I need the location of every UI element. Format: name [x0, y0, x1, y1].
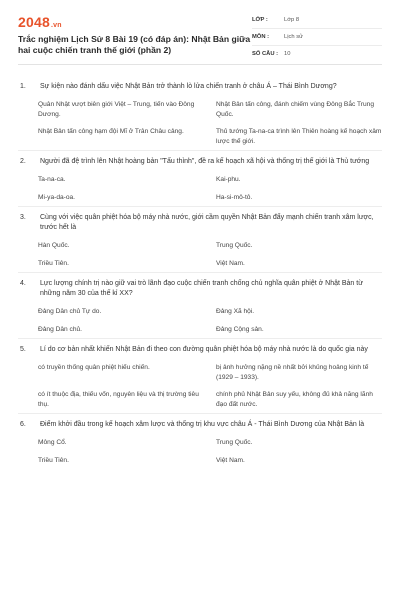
- question-text: Lực lượng chính trị nào giữ vai trò lãnh đạo cuộc chiến tranh chống chủ nghĩa quân phiệt ở Nhật Bản từ những năm 30 của thế kỉ XX?: [40, 280, 363, 297]
- question-item: [18, 76, 382, 150]
- meta-key: MÔN :: [252, 34, 270, 40]
- question-text: Điểm khởi đầu trong kế hoạch xâm lược và thống trị khu vực châu Á - Thái Bình Dương của Nhật Bản là: [40, 421, 365, 428]
- site-logo[interactable]: [18, 14, 62, 30]
- logo-main: 2048: [18, 14, 50, 30]
- question-text: Sự kiện nào đánh dấu việc Nhật Bản trở thành lò lửa chiến tranh ở châu Á – Thái Bình Dương?: [40, 83, 337, 90]
- answer-option[interactable]: Triều Tiên.: [38, 456, 69, 464]
- question-number: 4.: [20, 280, 26, 287]
- question-text: Lí do cơ bản nhất khiến Nhật Bản đi theo con đường quân phiệt hóa bộ máy nhà nước là do quốc gia này: [40, 346, 368, 353]
- meta-table: [252, 12, 382, 62]
- question-stem: [18, 420, 382, 430]
- meta-key: LỚP :: [252, 17, 268, 23]
- answer-option[interactable]: bị ảnh hưởng nặng nề nhất bởi khủng hoảng kinh tế (1929 – 1933).: [216, 364, 369, 381]
- answer-option[interactable]: Việt Nam.: [216, 259, 245, 267]
- answer-option[interactable]: Quân Nhật vượt biên giới Việt – Trung, tiến vào Đông Dương.: [38, 101, 195, 118]
- question-options: [38, 307, 382, 334]
- answer-option[interactable]: Đảng Cộng sản.: [216, 325, 264, 333]
- answer-option[interactable]: Trung Quốc.: [216, 439, 253, 446]
- answer-option[interactable]: Nhật Bản tấn công hạm đội Mĩ ở Trân Châu cảng.: [38, 128, 184, 135]
- question-stem: [18, 279, 382, 299]
- meta-value: 10: [284, 51, 291, 57]
- logo-suffix: .vn: [50, 22, 62, 29]
- question-options: [38, 175, 382, 202]
- question-item: [18, 206, 382, 272]
- question-number: 3.: [20, 214, 26, 221]
- meta-value: Lịch sử: [284, 34, 304, 40]
- meta-value: Lớp 8: [284, 17, 300, 23]
- question-stem: [18, 213, 382, 233]
- question-item: [18, 338, 382, 413]
- answer-option[interactable]: Hàn Quốc.: [38, 242, 70, 249]
- answer-option[interactable]: chính phủ Nhật Bản suy yếu, không đủ khả năng lãnh đạo đất nước.: [216, 391, 373, 408]
- answer-option[interactable]: Mi-ya-da-oa.: [38, 193, 76, 201]
- answer-option[interactable]: Đảng Dân chủ.: [38, 325, 82, 333]
- answer-option[interactable]: Triều Tiên.: [38, 259, 69, 267]
- question-text: Cùng với việc quân phiệt hóa bộ máy nhà nước, giới cầm quyền Nhật Bản đẩy mạnh chiến tranh xâm lược, trước hết là: [40, 214, 374, 231]
- question-options: [38, 241, 382, 268]
- answer-option[interactable]: có truyền thống quân phiệt hiếu chiến.: [38, 364, 150, 371]
- header: [18, 12, 382, 65]
- question-options: [38, 438, 382, 465]
- answer-option[interactable]: Ta-na-ca.: [38, 176, 66, 183]
- question-item: [18, 272, 382, 338]
- meta-row-subject: [252, 29, 382, 46]
- question-number: 6.: [20, 421, 26, 428]
- meta-row-count: [252, 46, 382, 62]
- answer-option[interactable]: Đảng Xã hội.: [216, 308, 255, 315]
- question-stem: [18, 82, 382, 92]
- meta-key: SỐ CÂU :: [252, 51, 279, 57]
- question-list: [18, 76, 382, 469]
- answer-option[interactable]: Nhật Bản tấn công, đánh chiếm vùng Đông Bắc Trung Quốc.: [216, 101, 374, 118]
- page-title: Trắc nghiệm Lịch Sử 8 Bài 19 (có đáp án): Nhật Bản giữa hai cuộc chiến tranh thế giới (phần 2): [18, 34, 251, 55]
- meta-row-class: [252, 12, 382, 29]
- answer-option[interactable]: Thủ tướng Ta-na-ca trình lên Thiên hoàng kế hoạch xâm lược thế giới.: [216, 128, 382, 145]
- answer-option[interactable]: Kai-phu.: [216, 176, 241, 183]
- question-options: [38, 100, 382, 146]
- answer-option[interactable]: Trung Quốc.: [216, 242, 253, 249]
- answer-option[interactable]: Đảng Dân chủ Tự do.: [38, 308, 102, 315]
- question-text: Người đã đệ trình lên Nhật hoàng bản "Tấu thỉnh", đề ra kế hoạch xã hội và thống trị thế giới là Thủ tướng: [40, 158, 370, 165]
- answer-option[interactable]: Mông Cổ.: [38, 439, 67, 446]
- question-item: [18, 413, 382, 469]
- question-options: [38, 363, 382, 409]
- question-item: [18, 150, 382, 206]
- question-number: 1.: [20, 83, 26, 90]
- answer-option[interactable]: có ít thuộc địa, thiếu vốn, nguyên liệu và thị trường tiêu thụ.: [38, 391, 199, 408]
- question-stem: [18, 345, 382, 355]
- answer-option[interactable]: Ha-si-mô-tô.: [216, 193, 253, 201]
- question-number: 5.: [20, 346, 26, 353]
- question-stem: [18, 157, 382, 167]
- answer-option[interactable]: Việt Nam.: [216, 456, 245, 464]
- question-number: 2.: [20, 158, 26, 165]
